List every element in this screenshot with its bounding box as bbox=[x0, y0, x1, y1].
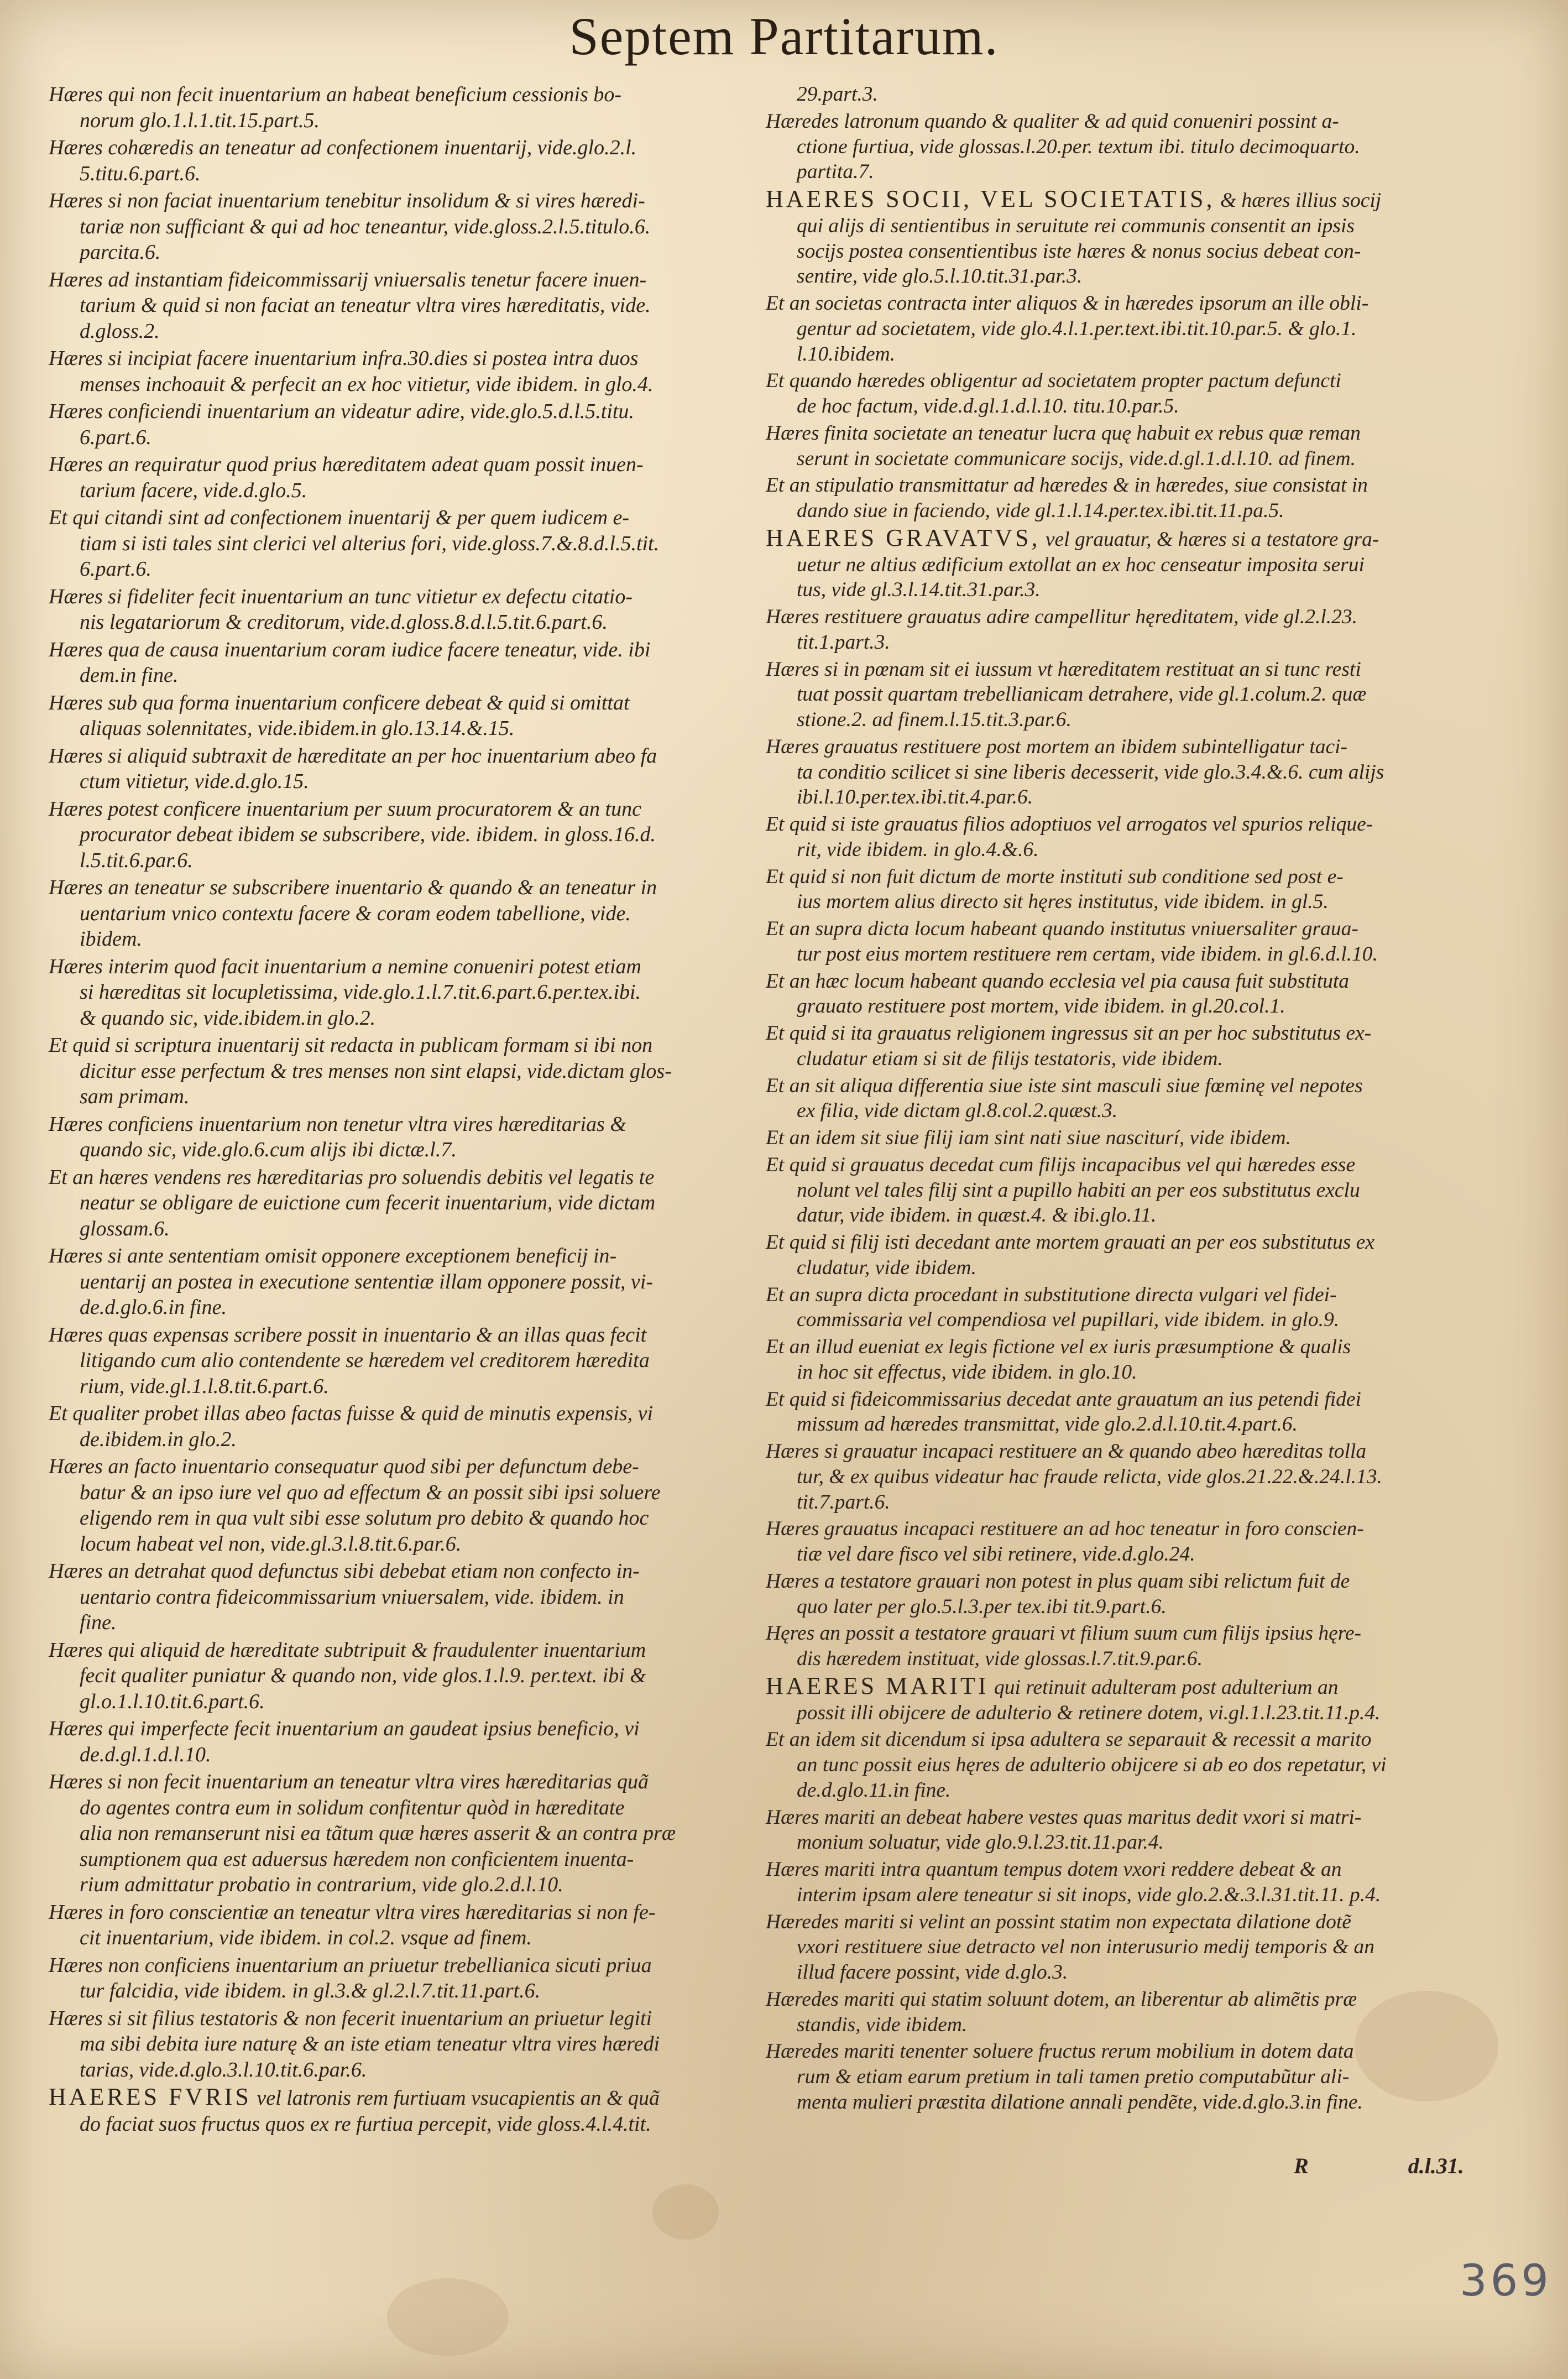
catchword: d.l.31. bbox=[1408, 2153, 1464, 2178]
entry-text: Et quid si non fuit dictum de morte instituti sub conditione sed post e- ius mortem alius directo sit hęres institutus, vide ibidem. in gl.5. bbox=[766, 865, 1344, 914]
entry-text: Et an idem sit siue filij iam sint nati siue nasciturí, vide ibidem. bbox=[766, 1126, 1291, 1149]
entry-text: Et quid si scriptura inuentarij sit redacta in publicam formam si ibi non dicitur esse perfectum & tres menses non sint elapsi, vide.dictam glos- sam primam. bbox=[49, 1034, 672, 1108]
entry-text: Hæres si ante sententiam omisit opponere exceptionem beneficij in- uentarij an postea in executione sententiæ illam opponere possit, vi- de.d.glo.6.in fine. bbox=[49, 1244, 654, 1319]
entry-text: Hæres si in pœnam sit ei iussum vt hæreditatem restituat an si tunc resti tuat possit quartam trebellianicam detrahere, vide gl.1.colum.2. quæ stione.2. ad finem.l.15.tit.3.par.6. bbox=[766, 658, 1367, 731]
entry-text: Et an supra dicta procedant in substitutione directa vulgari vel fidei- commissaria vel compendiosa vel pupillari, vide ibidem. in glo.9. bbox=[766, 1283, 1340, 1332]
index-entry bbox=[766, 1516, 1501, 1567]
index-entry bbox=[49, 1322, 762, 1400]
entry-text: Et qualiter probet illas abeo factas fuisse & quid de minutis expensis, vi de.ibidem.in glo.2. bbox=[49, 1402, 654, 1451]
index-entry bbox=[49, 1112, 762, 1163]
entry-heading: HAERES MARITI bbox=[766, 1672, 989, 1699]
entry-text: Hæres si non fecit inuentarium an teneatur vltra vires hæreditarias quã do agentes contra eum in solidum confitentur quòd in hæreditate alia non remanserunt nisi ea tãtum quæ hæres asserit & an contra præ sumptionem qua est aduersus hæredem non conficientem inuenta- rium admittatur probatio in contrarium, vide glo.2.d.l.10. bbox=[49, 1770, 676, 1896]
index-entry bbox=[49, 1769, 762, 1898]
entry-text: Hæres a testatore grauari non potest in plus quam sibi relictum fuit de quo later per glo.5.l.3.per tex.ibi tit.9.part.6. bbox=[766, 1569, 1350, 1618]
entry-text: Hæredes mariti si velint an possint statim non expectata dilatione dotẽ vxori restituere siue detracto vel non interusurio medij temporis & an illud facere possint, vide d.glo.3. bbox=[766, 1910, 1374, 1984]
entry-text: Et quid si filij isti decedant ante mortem grauati an per eos substitutus ex cludatur, vide ibidem. bbox=[766, 1231, 1374, 1279]
entry-text: Hæres an facto inuentario consequatur quod sibi per defunctum debe- batur & an ipso iure vel quo ad effectum & an possit sibi ipsi soluere eligendo rem in qua vult sibi esse solutum pro debito & quando hoc locum habeat vel non, vide.gl.3.l.8.tit.6.par.6. bbox=[49, 1455, 661, 1556]
entry-text: Hæres ad instantiam fideicommissarij vniuersalis tenetur facere inuen- tarium & quid si non faciat an teneatur vltra vires hæreditatis, vide. d.gloss.2. bbox=[49, 268, 651, 343]
index-entry bbox=[766, 1727, 1501, 1803]
entry-text: Hæres grauatus incapaci restituere an ad hoc teneatur in foro conscien- tiæ vel dare fisco vel sibi retinere, vide.d.glo.24. bbox=[766, 1517, 1364, 1566]
paper-stain bbox=[652, 2184, 719, 2240]
entry-heading: HAERES FVRIS bbox=[49, 2083, 252, 2110]
entry-text: Et qui citandi sint ad confectionem inuentarij & per quem iudicem e- tiam si isti tales sint clerici vel alterius fori, vide.gloss.7.&.8.d.l.5.tit. 6.part.6. bbox=[49, 506, 660, 581]
index-entry bbox=[766, 82, 1501, 107]
entry-text: Hæres non conficiens inuentarium an priuetur trebellianica sicuti priua tur falcidia, vide ibidem. in gl.3.& gl.2.l.7.tit.11.part.6. bbox=[49, 1953, 652, 2002]
index-entry bbox=[49, 1953, 762, 2004]
left-index-column bbox=[49, 82, 762, 2138]
entry-text: Hæres finita societate an teneatur lucra quę habuit ex rebus quæ reman serunt in societate communicare socijs, vide.d.gl.1.d.l.10. ad finem. bbox=[766, 421, 1361, 470]
index-entry bbox=[766, 916, 1501, 967]
entry-text: Et quid si grauatus decedat cum filijs incapacibus vel qui hæredes esse nolunt vel tales filij sint a pupillo habiti an per eos substitutus exclu datur, vide ibidem. in quæst.4. & ibi.glo.11. bbox=[766, 1153, 1360, 1227]
entry-heading: HAERES GRAVATVS, bbox=[766, 524, 1041, 551]
index-entry bbox=[49, 2006, 762, 2083]
index-entry bbox=[49, 796, 762, 874]
entry-text: Et an hæc locum habeant quando ecclesia vel pia causa fuit substituta grauato restituere post mortem, vide ibidem. in gl.20.col.1. bbox=[766, 969, 1350, 1018]
entry-text: Hæres qui aliquid de hæreditate subtripuit & fraudulenter inuentarium fecit qualiter puniatur & quando non, vide glos.1.l.9. per.text. ibi & gl.o.1.l.10.tit.6.part.6. bbox=[49, 1638, 646, 1713]
index-entry bbox=[766, 186, 1501, 289]
index-entry bbox=[766, 604, 1501, 655]
index-entry bbox=[49, 82, 762, 133]
index-entry bbox=[49, 1165, 762, 1242]
entry-text: Hæredes mariti qui statim soluunt dotem, an liberentur ab alimẽtis præ standis, vide ibidem. bbox=[766, 1987, 1357, 2036]
entry-heading: HAERES SOCII, VEL SOCIETATIS, bbox=[766, 185, 1215, 212]
index-entry bbox=[766, 657, 1501, 733]
entry-text: vel latronis rem furtiuam vsucapientis an & quã do faciat suos fructus quos ex re furtiua percepit, vide gloss.4.l.4.tit. bbox=[80, 2086, 660, 2136]
entry-text: Hæredes mariti tenenter soluere fructus rerum mobilium in dotem data rum & etiam earum pretium in tali tamen pretio computabũtur ali- menta mulieri præstita dilatione annali pendẽte, vide.d.glo.3.in fine. bbox=[766, 2040, 1363, 2114]
index-entry bbox=[49, 1401, 762, 1452]
entry-text: Hæres sub qua forma inuentarium conficere debeat & quid si omittat aliquas solennitates, vide.ibidem.in glo.13.14.&.15. bbox=[49, 691, 630, 740]
entry-text: Hæres si fideliter fecit inuentarium an tunc vitietur ex defectu citatio- nis legatariorum & creditorum, vide.d.gloss.8.d.l.5.tit.6.part.6. bbox=[49, 585, 633, 634]
index-entry bbox=[766, 1125, 1501, 1151]
index-entry bbox=[766, 1073, 1501, 1124]
index-entry bbox=[49, 1032, 762, 1110]
entry-text: Hæres in foro conscientiæ an teneatur vltra vires hæreditarias si non fe- cit inuentarium, vide ibidem. in col.2. vsque ad finem. bbox=[49, 1900, 656, 1949]
index-entry bbox=[49, 2084, 762, 2137]
entry-text: Hæres mariti intra quantum tempus dotem vxori reddere debeat & an interim ipsam alere teneatur si sit inops, vide glo.2.&.3.l.31.tit.11. p.4. bbox=[766, 1858, 1381, 1906]
index-entry bbox=[766, 1282, 1501, 1333]
signature-and-catchword bbox=[1294, 2153, 1464, 2179]
entry-text: Hæres si non faciat inuentarium tenebitur insolidum & si vires hæredi- tariæ non sufficiant & qui ad hoc teneantur, vide.gloss.2.l.5.titulo.6. parcita.6. bbox=[49, 189, 651, 264]
entry-text: Hæres conficiendi inuentarium an videatur adire, vide.glo.5.d.l.5.titu. 6.part.6. bbox=[49, 400, 634, 449]
entry-text: Et an supra dicta locum habeant quando institutus vniuersaliter graua- tur post eius mortem restituere rem certam, vide ibidem. in gl.6.d.l.10. bbox=[766, 917, 1378, 966]
entry-text: Hæres an requiratur quod prius hæreditatem adeat quam possit inuen- tarium facere, vide.d.glo.5. bbox=[49, 453, 644, 502]
paper-stain bbox=[387, 2278, 509, 2356]
entry-text: Hæres interim quod facit inuentarium a nemine conueniri potest etiam si hæreditas sit locupletissima, vide.glo.1.l.7.tit.6.part.6.per.tex.ibi. & quando sic, vide.ibidem.in glo.2. bbox=[49, 954, 641, 1030]
index-entry bbox=[766, 734, 1501, 810]
entry-text: Hęres an possit a testatore grauari vt filium suum cum filijs ipsius hęre- dis hæredem instituat, vide glossas.l.7.tit.9.par.6. bbox=[766, 1622, 1362, 1670]
entry-text: Et quid si iste grauatus filios adoptiuos vel arrogatos vel spurios relique- rit, vide ibidem. in glo.4.&.6. bbox=[766, 813, 1373, 861]
entry-text: Et quando hæredes obligentur ad societatem propter pactum defuncti de hoc factum, vide.d.gl.1.d.l.10. titu.10.par.5. bbox=[766, 369, 1341, 418]
entry-text: Hæres quas expensas scribere possit in inuentario & an illas quas fecit litigando cum alio contendente se hæredem vel creditorem hæredita rium, vide.gl.1.l.8.tit.6.part.6. bbox=[49, 1323, 650, 1398]
index-entry bbox=[766, 1152, 1501, 1228]
entry-text: Hæres qua de causa inuentarium coram iudice facere teneatur, vide. ibi dem.in fine. bbox=[49, 638, 651, 687]
index-entry bbox=[49, 1900, 762, 1951]
index-entry bbox=[49, 954, 762, 1031]
index-entry bbox=[49, 690, 762, 742]
entry-text: Et an hæres vendens res hæreditarias pro soluendis debitis vel legatis te neatur se obligare de euictione cum fecerit inuentarium, vide dictam glossam.6. bbox=[49, 1165, 656, 1240]
index-entry bbox=[766, 1805, 1501, 1856]
entry-text: Hæres an teneatur se subscribere inuentario & quando & an teneatur in uentarium vnico contextu facere & coram eodem tabellione, vide. ibidem. bbox=[49, 876, 657, 951]
index-entry bbox=[49, 399, 762, 450]
index-entry bbox=[49, 188, 762, 265]
index-entry bbox=[49, 1558, 762, 1636]
index-entry bbox=[49, 743, 762, 795]
index-entry bbox=[766, 291, 1501, 367]
index-entry bbox=[766, 2039, 1501, 2115]
entry-text: Hæres si aliquid subtraxit de hæreditate an per hoc inuentarium abeo fa ctum vitietur, vide.d.glo.15. bbox=[49, 744, 657, 793]
index-entry bbox=[49, 637, 762, 688]
index-entry bbox=[766, 969, 1501, 1020]
index-entry bbox=[49, 584, 762, 635]
index-entry bbox=[766, 473, 1501, 524]
running-head: Septem Partitarum. bbox=[569, 7, 999, 66]
folio-number: 369 bbox=[1460, 2256, 1552, 2306]
index-entry bbox=[766, 109, 1501, 185]
index-entry bbox=[49, 1454, 762, 1557]
entry-text: Hæres qui imperfecte fecit inuentarium an gaudeat ipsius beneficio, vi de.d.gl.1.d.l.10. bbox=[49, 1717, 640, 1766]
index-entry bbox=[766, 421, 1501, 472]
index-entry bbox=[49, 346, 762, 397]
index-entry bbox=[766, 525, 1501, 603]
entry-text: Hæres qui non fecit inuentarium an habeat beneficium cessionis bo- norum glo.1.l.1.tit.15.part.5. bbox=[49, 83, 622, 132]
entry-text: Hæres cohæredis an teneatur ad confectionem inuentarij, vide.glo.2.l. 5.titu.6.part.6. bbox=[49, 136, 637, 185]
entry-text: Hæredes latronum quando & qualiter & ad quid conueniri possint a- ctione furtiua, vide glossas.l.20.per. textum ibi. titulo decimoquarto. partita.7. bbox=[766, 109, 1360, 184]
index-entry bbox=[766, 864, 1501, 915]
index-entry bbox=[766, 1021, 1501, 1072]
entry-text: 29.part.3. bbox=[797, 83, 878, 106]
entry-text: Et an societas contracta inter aliquos & in hæredes ipsorum an ille obli- gentur ad societatem, vide glo.4.l.1.per.text.ibi.tit.10.par.5. & glo.1. l.10.ibidem. bbox=[766, 292, 1369, 366]
entry-text: Et an stipulatio transmittatur ad hæredes & in hæredes, siue consistat in dando siue in faciendo, vide gl.1.l.14.per.tex.ibi.tit.11.pa.5. bbox=[766, 474, 1368, 522]
entry-text: & hæres illius socij qui alijs di sentientibus in seruitute rei communis consentit an ipsis socijs postea consentientibus iste hæres & nonus socius debeat con- sentire, vide glo.5.l.10.tit.31.par.3. bbox=[797, 189, 1382, 288]
entry-text: Hæres grauatus restituere post mortem an ibidem subintelligatur taci- ta conditio scilicet si sine liberis decesserit, vide glo.3.4.&.6. cum alijs ibi.l.10.per.tex.ibi.tit.4.par.6. bbox=[766, 735, 1384, 809]
entry-text: Hæres mariti an debeat habere vestes quas maritus dedit vxori si matri- monium soluatur, vide glo.9.l.23.tit.11.par.4. bbox=[766, 1806, 1362, 1854]
index-entry bbox=[766, 1987, 1501, 2038]
entry-text: vel grauatur, & hæres si a testatore gra- uetur ne altius ædificium extollat an ex hoc censeatur imposita serui tus, vide gl.3.l.14.tit.31.par.3. bbox=[797, 528, 1379, 602]
entry-text: Et an illud eueniat ex legis fictione vel ex iuris præsumptione & qualis in hoc sit effectus, vide ibidem. in glo.10. bbox=[766, 1335, 1351, 1384]
index-entry bbox=[766, 1439, 1501, 1515]
index-entry bbox=[49, 875, 762, 952]
index-entry bbox=[766, 812, 1501, 863]
entry-text: Et an idem sit dicendum si ipsa adultera se separauit & recessit a marito an tunc possit eius hęres de adulterio obijcere si ab eo dos repetatur, vi de.d.glo.11.in fine. bbox=[766, 1728, 1387, 1802]
index-entry bbox=[49, 1716, 762, 1767]
index-entry bbox=[766, 368, 1501, 419]
signature-mark: R bbox=[1294, 2153, 1309, 2178]
index-entry bbox=[766, 1569, 1501, 1620]
entry-text: Hæres potest conficere inuentarium per suum procuratorem & an tunc procurator debeat ibidem se subscribere, vide. ibidem. in gloss.16.d. l.5.tit.6.par.6. bbox=[49, 797, 656, 872]
index-entry bbox=[766, 1387, 1501, 1438]
index-entry bbox=[49, 1243, 762, 1321]
entry-text: Hæres si incipiat facere inuentarium infra.30.dies si postea intra duos menses inchoauit & perfecit an ex hoc vitietur, vide ibidem. in glo.4. bbox=[49, 347, 654, 396]
entry-text: Et an sit aliqua differentia siue iste sint masculi siue fœminę vel nepotes ex filia, vide dictam gl.8.col.2.quæst.3. bbox=[766, 1074, 1363, 1123]
index-entry bbox=[49, 135, 762, 186]
index-entry bbox=[766, 1621, 1501, 1672]
index-entry bbox=[766, 1673, 1501, 1726]
index-entry bbox=[766, 1334, 1501, 1385]
entry-text: Et quid si ita grauatus religionem ingressus sit an per hoc substitutus ex- cludatur etiam si sit de filijs testatoris, vide ibidem. bbox=[766, 1022, 1372, 1070]
index-entry bbox=[49, 1637, 762, 1715]
right-index-column bbox=[766, 82, 1501, 2117]
entry-text: Hæres an detrahat quod defunctus sibi debebat etiam non confecto in- uentario contra fideicommissarium vniuersalem, vide. ibidem. in fine. bbox=[49, 1559, 640, 1634]
index-entry bbox=[49, 452, 762, 503]
index-entry bbox=[49, 505, 762, 582]
entry-text: Et quid si fideicommissarius decedat ante grauatum an ius petendi fidei missum ad hæredes transmittat, vide glo.2.d.l.10.tit.4.part.6. bbox=[766, 1387, 1361, 1436]
index-entry bbox=[49, 267, 762, 345]
entry-text: Hæres si grauatur incapaci restituere an & quando abeo hæreditas tolla tur, & ex quibus videatur hac fraude relicta, vide glos.21.22.&.24.l.13. tit.7.part.6. bbox=[766, 1440, 1382, 1514]
index-entry bbox=[766, 1230, 1501, 1281]
entry-text: Hæres restituere grauatus adire campellitur hęreditatem, vide gl.2.l.23. tit.1.part.3. bbox=[766, 606, 1357, 654]
index-entry bbox=[766, 1857, 1501, 1908]
index-entry bbox=[766, 1910, 1501, 1985]
entry-text: Hæres si sit filius testatoris & non fecerit inuentarium an priuetur legiti ma sibi debita iure naturę & an iste etiam teneatur vltra vires hæredi tarias, vide.d.glo.3.l.10.tit.6.par.6. bbox=[49, 2006, 660, 2081]
entry-text: Hæres conficiens inuentarium non tenetur vltra vires hæreditarias & quando sic, vide.glo.6.cum alijs ibi dictæ.l.7. bbox=[49, 1112, 626, 1161]
entry-text: qui retinuit adulteram post adulterium an possit illi obijcere de adulterio & retinere dotem, vi.gl.1.l.23.tit.11.p.4. bbox=[797, 1676, 1381, 1724]
